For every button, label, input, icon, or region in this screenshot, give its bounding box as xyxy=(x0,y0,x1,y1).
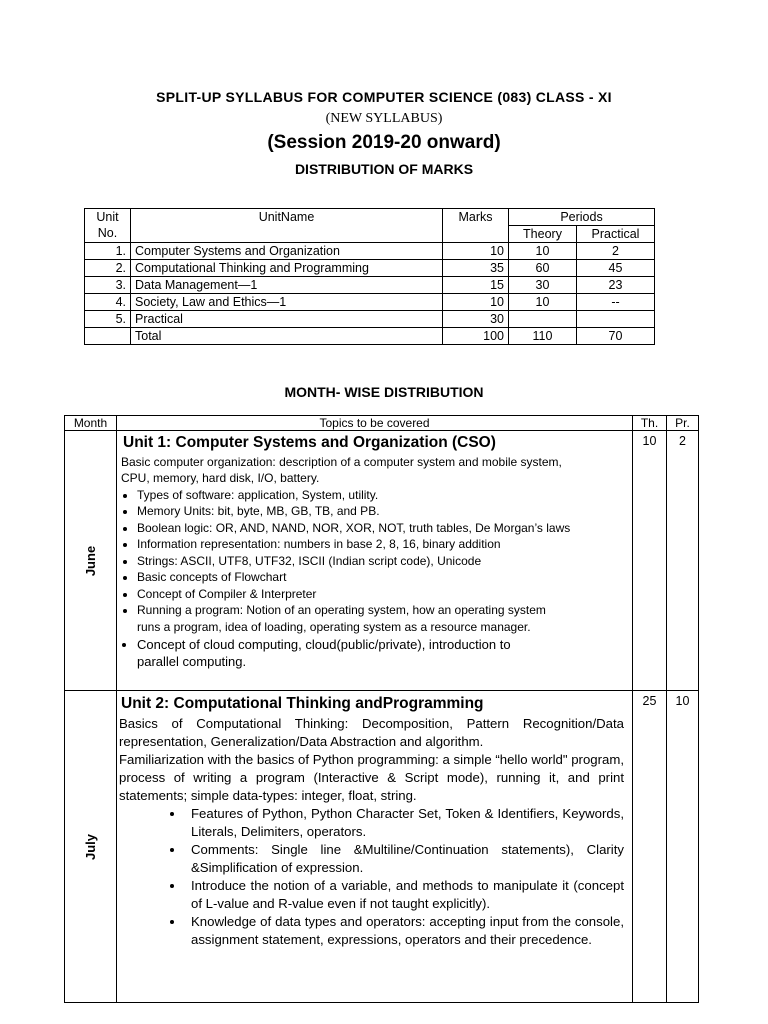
table-row xyxy=(85,277,655,294)
table-row xyxy=(65,431,699,691)
table-total-row xyxy=(85,328,655,345)
month-label: July xyxy=(82,833,98,860)
practical-header: Practical xyxy=(577,226,655,243)
month-distribution-heading: MONTH- WISE DISTRIBUTION xyxy=(284,384,484,400)
total-marks: 100 xyxy=(443,328,509,345)
marks-distribution-table xyxy=(84,208,655,345)
unit-name: Practical xyxy=(131,311,443,328)
unit-name-header: UnitName xyxy=(131,209,443,243)
unit-no xyxy=(85,328,131,345)
unit-no: 5. xyxy=(85,311,131,328)
topic-list xyxy=(119,805,624,949)
list-item: • Basic concepts of Flowchart xyxy=(137,569,628,586)
table-row xyxy=(85,243,655,260)
list-item: • Introduce the notion of a variable, and methods to manipulate it (concept of L-value and R-value even if not taught explicitly). xyxy=(185,877,624,913)
table-header-row xyxy=(65,416,699,431)
marks-header: Marks xyxy=(443,209,509,243)
list-item: • Strings: ASCII, UTF8, UTF32, ISCII (Indian script code), Unicode xyxy=(137,553,628,570)
unit-practical: -- xyxy=(577,294,655,311)
unit-marks: 35 xyxy=(443,260,509,277)
paragraph: Basics of Computational Thinking: Decomposition, Pattern Recognition/Data representation, Generalization/Data Abstraction and algorithm. xyxy=(119,716,624,749)
theory-periods: 10 xyxy=(633,431,667,691)
unit-name: Society, Law and Ethics—1 xyxy=(131,294,443,311)
total-practical: 70 xyxy=(577,328,655,345)
unit-practical: 45 xyxy=(577,260,655,277)
unit-marks: 10 xyxy=(443,294,509,311)
unit-title: Unit 2: Computational Thinking andProgramming xyxy=(121,695,484,712)
month-label: June xyxy=(82,545,98,576)
unit-no: 3. xyxy=(85,277,131,294)
table-row xyxy=(65,691,699,1003)
periods-header: Periods xyxy=(509,209,655,226)
table-row xyxy=(85,294,655,311)
month-cell xyxy=(65,431,117,691)
document-subtitle: (NEW SYLLABUS) xyxy=(325,111,443,126)
topic-list xyxy=(121,487,628,671)
list-item: • Running a program: Notion of an operating system, how an operating system runs a program, idea of loading, operating system as a resource manager. xyxy=(137,602,628,635)
theory-periods: 25 xyxy=(633,691,667,1003)
unit-no-header: Unit No. xyxy=(85,209,131,243)
session-heading: (Session 2019-20 onward) xyxy=(267,132,501,153)
unit-marks: 10 xyxy=(443,243,509,260)
topics-header: Topics to be covered xyxy=(117,416,633,431)
unit-name: Data Management—1 xyxy=(131,277,443,294)
list-item: • Memory Units: bit, byte, MB, GB, TB, and PB. xyxy=(137,503,628,520)
table-header-row xyxy=(85,209,655,226)
unit-marks: 30 xyxy=(443,311,509,328)
intro-line: Basic computer organization: description of a computer system and mobile system, xyxy=(121,454,562,469)
unit-theory: 10 xyxy=(509,243,577,260)
practical-periods: 10 xyxy=(667,691,699,1003)
list-item: • Features of Python, Python Character Set, Token & Identifiers, Keywords, Literals, Delimiters, operators. xyxy=(185,805,624,841)
unit-theory: 10 xyxy=(509,294,577,311)
month-header: Month xyxy=(65,416,117,431)
total-label: Total xyxy=(131,328,443,345)
unit-name: Computer Systems and Organization xyxy=(131,243,443,260)
theory-header: Th. xyxy=(633,416,667,431)
topics-cell xyxy=(117,431,633,691)
unit-marks: 15 xyxy=(443,277,509,294)
document-title: SPLIT-UP SYLLABUS FOR COMPUTER SCIENCE (083) CLASS - XI xyxy=(156,89,612,105)
unit-practical: 2 xyxy=(577,243,655,260)
unit-name: Computational Thinking and Programming xyxy=(131,260,443,277)
marks-heading: DISTRIBUTION OF MARKS xyxy=(294,161,474,177)
list-item: • Concept of Compiler & Interpreter xyxy=(137,586,628,603)
list-item: • Boolean logic: OR, AND, NAND, NOR, XOR, NOT, truth tables, De Morgan’s laws xyxy=(137,520,628,537)
paragraph: Familiarization with the basics of Python programming: a simple “hello world" program, process of writing a program (Interactive & Script mode), running it, and print statements; simple data-types: integer, float, string. xyxy=(119,752,624,803)
unit-no: 2. xyxy=(85,260,131,277)
month-distribution-table xyxy=(64,415,699,1003)
unit-practical xyxy=(577,311,655,328)
unit-theory xyxy=(509,311,577,328)
practical-periods: 2 xyxy=(667,431,699,691)
list-item: • Concept of cloud computing, cloud(public/private), introduction to parallel computing. xyxy=(137,635,628,670)
intro-line: CPU, memory, hard disk, I/O, battery. xyxy=(121,471,320,485)
month-cell xyxy=(65,691,117,1003)
practical-header: Pr. xyxy=(667,416,699,431)
unit-no: 1. xyxy=(85,243,131,260)
unit-title: Unit 1: Computer Systems and Organization (CSO) xyxy=(123,434,496,451)
list-item: • Types of software: application, System, utility. xyxy=(137,487,628,504)
unit-theory: 30 xyxy=(509,277,577,294)
table-row xyxy=(85,260,655,277)
theory-header: Theory xyxy=(509,226,577,243)
list-item: • Information representation: numbers in base 2, 8, 16, binary addition xyxy=(137,536,628,553)
total-theory: 110 xyxy=(509,328,577,345)
list-item: • Comments: Single line &Multiline/Continuation statements), Clarity &Simplification of expression. xyxy=(185,841,624,877)
list-item: • Knowledge of data types and operators: accepting input from the console, assignment statement, expressions, operators and their precedence. xyxy=(185,913,624,949)
table-row xyxy=(85,311,655,328)
topics-cell xyxy=(117,691,633,1003)
unit-theory: 60 xyxy=(509,260,577,277)
unit-practical: 23 xyxy=(577,277,655,294)
unit-no: 4. xyxy=(85,294,131,311)
